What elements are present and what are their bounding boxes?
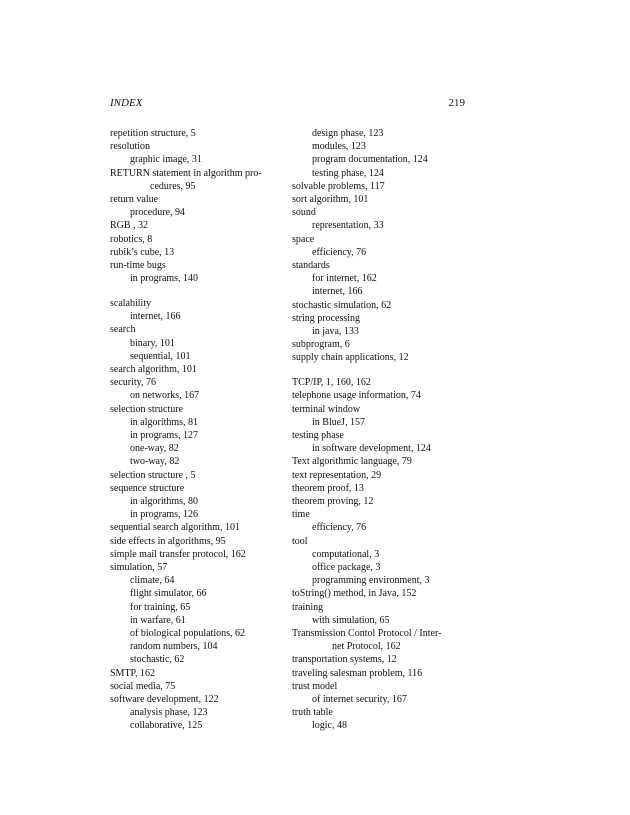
index-subentry: in algorithms, 80 (130, 495, 199, 507)
index-entry: stochastic simulation, 62 (292, 299, 392, 311)
index-subentry: with simulation, 65 (312, 614, 390, 626)
index-entry: theorem proving, 12 (292, 495, 374, 507)
index-entry: training (292, 601, 324, 613)
index-subentry: in programs, 140 (130, 273, 199, 285)
index-entry: string processing (292, 312, 361, 324)
index-entry: scalability (110, 297, 152, 309)
index-entry: telephone usage information, 74 (292, 390, 421, 402)
index-subentry: stochastic, 62 (130, 654, 185, 666)
index-entry: simulation, 57 (110, 562, 168, 573)
index-entry-continuation: cedures, 95 (150, 180, 196, 192)
index-entry: tool (292, 535, 308, 547)
index-subentry: in programs, 127 (130, 429, 199, 441)
index-entry: standards (292, 260, 330, 272)
index-subentry: logic, 48 (312, 720, 347, 732)
index-subentry: analysis phase, 123 (130, 707, 208, 719)
index-entry: sound (292, 207, 316, 219)
index-entry: selection structure , 5 (110, 469, 196, 481)
index-entry: RETURN statement in algorithm pro- (110, 167, 262, 179)
index-entry: TCP/IP, 1, 160, 162 (292, 377, 371, 389)
index-subentry: modules, 123 (312, 141, 366, 153)
index-entry: terminal window (292, 403, 361, 415)
index-entry: transportation systems, 12 (292, 654, 397, 666)
index-subentry: representation, 33 (312, 220, 384, 232)
index-entry: space (292, 233, 315, 245)
index-entry: social media, 75 (110, 680, 176, 692)
index-subentry: in software development, 124 (312, 443, 431, 455)
index-entry: subprogram, 6 (292, 339, 350, 351)
running-title: INDEX (110, 97, 143, 109)
index-entry: return value (110, 194, 159, 206)
index-subentry: in warfare, 61 (130, 614, 186, 626)
index-entry: solvable problems, 117 (292, 180, 385, 192)
index-entry: repetition structure, 5 (110, 128, 196, 139)
index-entry: robotics, 8 (110, 233, 153, 245)
index-subentry: collaborative, 125 (130, 720, 203, 732)
index-subentry: in algorithms, 81 (130, 416, 199, 428)
index-entry: rubik’s cube, 13 (110, 246, 175, 258)
index-entry: simple mail transfer protocol, 162 (110, 548, 246, 560)
index-entry: resolution (110, 141, 150, 153)
index-subentry: in programs, 126 (130, 509, 199, 521)
index-subentry: graphic image, 31 (130, 154, 202, 166)
index-entry: software development, 122 (110, 694, 219, 706)
index-subentry: internet, 166 (312, 286, 363, 298)
index-subentry: program documentation, 124 (312, 154, 428, 166)
index-subentry: of biological populations, 62 (130, 628, 245, 640)
index-entry-continuation: net Protocol, 162 (332, 641, 401, 653)
index-subentry: internet, 166 (130, 311, 181, 323)
index-entry: search (110, 324, 136, 336)
index-subentry: on networks, 167 (130, 390, 200, 402)
index-entry: toString() method, in Java, 152 (292, 588, 417, 600)
index-subentry: of internet security, 167 (312, 694, 407, 706)
letter-group-gap (292, 365, 470, 377)
index-column-right (292, 127, 470, 733)
index-entry: side effects in algorithms, 95 (110, 535, 226, 547)
index-entry: run-time bugs (110, 260, 166, 272)
index-subentry: for internet, 162 (312, 273, 377, 285)
index-entry: trust model (292, 680, 338, 692)
index-entry: RGB , 32 (110, 220, 149, 232)
index-subentry: design phase, 123 (312, 128, 384, 139)
index-entry: testing phase (292, 429, 344, 441)
index-subentry: climate, 64 (130, 575, 175, 587)
index-subentry: random numbers, 104 (130, 641, 218, 653)
index-entry: supply chain applications, 12 (292, 352, 409, 364)
index-entry: selection structure (110, 403, 184, 415)
index-entry: text representation, 29 (292, 469, 382, 481)
index-subentry: efficiency, 76 (312, 522, 367, 534)
index-entry: search algorithm, 101 (110, 363, 197, 375)
index-entry: truth table (292, 707, 333, 719)
running-header (110, 97, 465, 113)
index-entry: sequence structure (110, 482, 185, 494)
index-subentry: for training, 65 (130, 601, 191, 613)
index-entry: Transmission Contol Protocol / Inter- (292, 628, 442, 640)
index-subentry: programming environment, 3 (312, 575, 430, 587)
index-subentry: binary, 101 (130, 337, 175, 349)
index-entry: Text algorithmic language, 79 (292, 456, 412, 468)
index-column-left (110, 127, 288, 733)
index-entry: traveling salesman problem, 116 (292, 667, 423, 679)
index-subentry: one-way, 82 (130, 443, 179, 455)
index-subentry: procedure, 94 (130, 207, 185, 219)
index-entry: SMTP, 162 (110, 667, 156, 679)
index-entry: security, 76 (110, 377, 157, 389)
index-subentry: two-way, 82 (130, 456, 180, 468)
index-subentry: in BlueJ, 157 (312, 416, 366, 428)
index-subentry: efficiency, 76 (312, 246, 367, 258)
letter-group-gap (110, 285, 288, 297)
index-entry: sort algorithm, 101 (292, 194, 369, 206)
index-entry: sequential search algorithm, 101 (110, 522, 240, 534)
index-subentry: testing phase, 124 (312, 167, 384, 179)
index-subentry: in java, 133 (312, 326, 359, 338)
page-number: 219 (448, 97, 465, 109)
index-subentry: sequential, 101 (130, 350, 191, 362)
index-entry: time (292, 509, 310, 521)
index-subentry: flight simulator, 66 (130, 588, 207, 600)
index-subentry: office package, 3 (312, 562, 381, 573)
index-entry: theorem proof, 13 (292, 482, 364, 494)
index-subentry: computational, 3 (312, 548, 380, 560)
